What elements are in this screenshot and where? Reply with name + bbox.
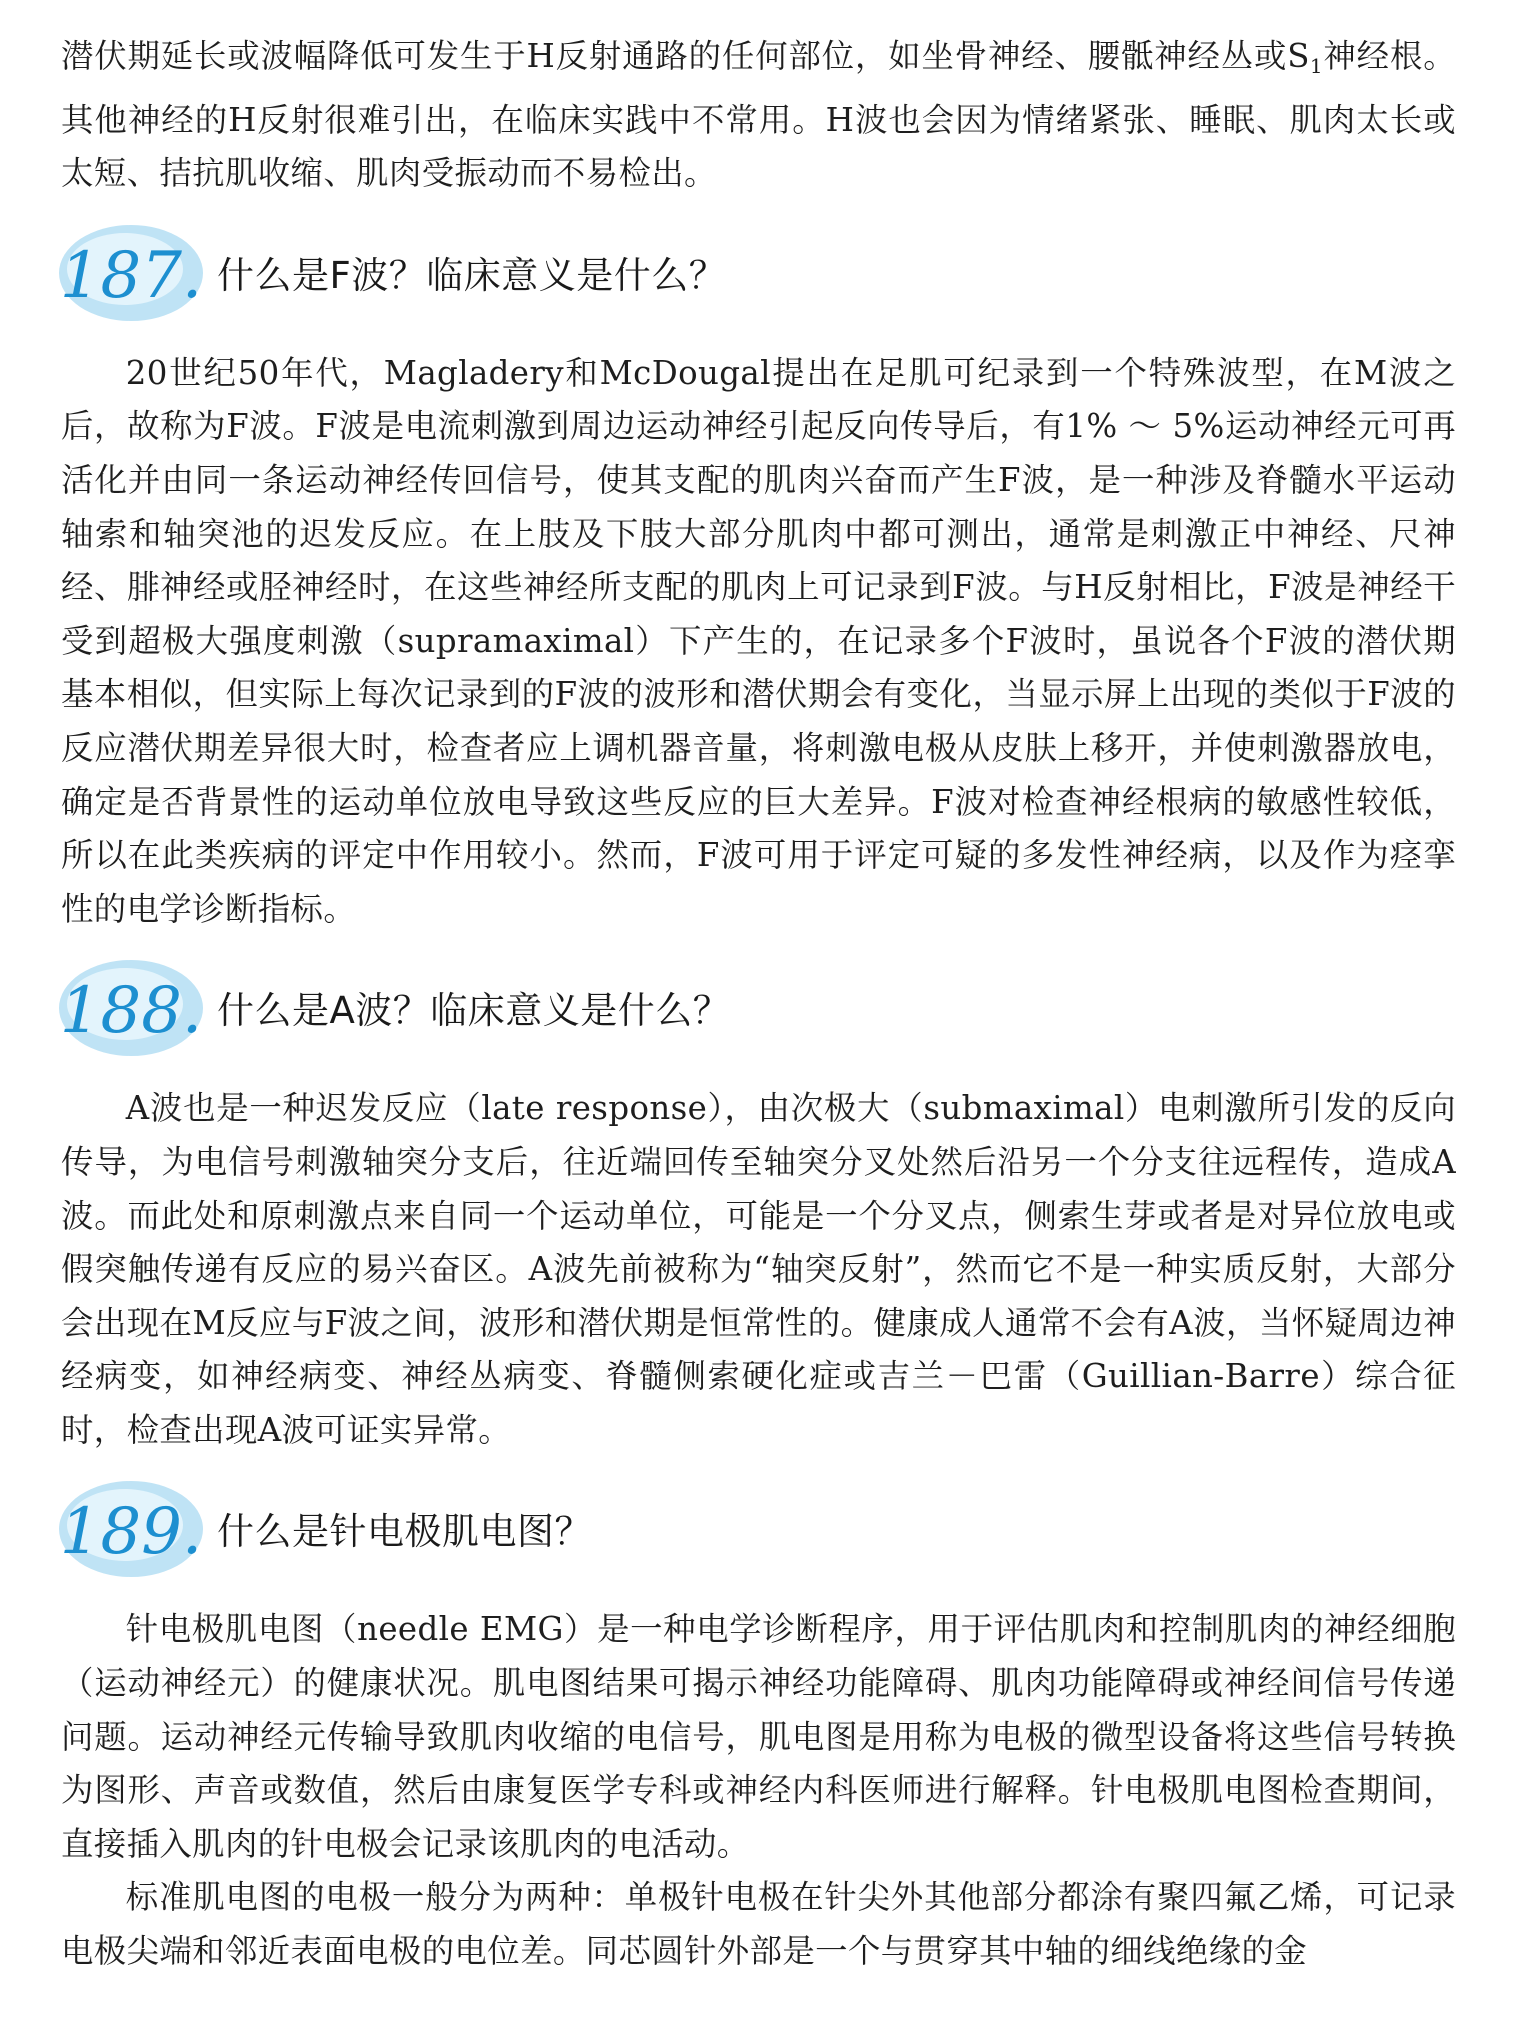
section-188-paragraph-1: A波也是一种迟发反应（late response），由次极大（submaximal）电刺激所引发的反向传导，为电信号刺激轴突分支后，往近端回传至轴突分叉处然后沿另一个分支往远程传，造成A波。而此处和原刺激点来自同一个运动单位，可能是一个分叉点，侧索生芽或者是对异位放电或假突触传递有反应的易兴奋区。A波先前被称为“轴突反射”，然而它不是一种实质反射，大部分会出现在M反应与F波之间，波形和潜伏期是恒常性的。健康成人通常不会有A波，当怀疑周边神经病变，如神经病变、神经丛病变、脊髓侧索硬化症或吉兰－巴雷（Guillian-Barre）综合征时，检查出现A波可证实异常。 [61,1089,1456,1449]
number-189: 189. [59,1495,203,1570]
section-187-paragraph-1: 20世纪50年代，Magladery和McDougal提出在足肌可纪录到一个特殊波型，在M波之后，故称为F波。F波是电流刺激到周边运动神经引起反向传导后，有1% ～ 5%运动神经元可再活化并由同一条运动神经传回信号，使其支配的肌肉兴奋而产生F波，是一种涉及脊髓水平运动轴索和轴突池的迟发反应。在上肢及下肢大部分肌肉中都可测出，通常是刺激正中神经、尺神经、腓神经或胫神经时，在这些神经所支配的肌肉上可记录到F波。与H反射相比，F波是神经干受到超极大强度刺激（supramaximal）下产生的，在记录多个F波时，虽说各个F波的潜伏期基本相似，但实际上每次记录到的F波的波形和潜伏期会有变化，当显示屏上出现的类似于F波的反应潜伏期差异很大时，检查者应上调机器音量，将刺激电极从皮肤上移开，并使刺激器放电，确定是否背景性的运动单位放电导致这些反应的巨大差异。F波对检查神经根病的敏感性较低，所以在此类疾病的评定中作用较小。然而，F波可用于评定可疑的多发性神经病，以及作为痉挛性的电学诊断指标。 [61,353,1456,928]
section-heading-187 [61,223,1456,327]
section-189-paragraph-2: 标准肌电图的电极一般分为两种：单极针电极在针尖外其他部分都涂有聚四氟乙烯，可记录电极尖端和邻近表面电极的电位差。同芯圆针外部是一个与贯穿其中轴的细线绝缘的金 [61,1878,1456,1971]
number-188: 188. [59,974,203,1049]
number-badge-189 [55,1473,207,1583]
page [61,30,1456,1979]
section-title-189: 什么是针电极肌电图？ [217,1510,592,1554]
number-badge-188 [55,952,207,1062]
section-title-188: 什么是A波？临床意义是什么？ [217,989,731,1033]
number-187: 187. [59,238,203,313]
section-title-187: 什么是F波？临床意义是什么？ [217,253,727,297]
section-heading-189 [61,1479,1456,1583]
intro-paragraph [61,30,1456,201]
intro-subscript: 1 [1309,54,1323,78]
number-badge-187 [55,217,207,327]
intro-line1: 潜伏期延长或波幅降低可发生于H反射通路的任何部位，如坐骨神经、腰骶神经丛或S [61,37,1310,75]
intro-line1-end: 神经根。其他神经的H反射很难引出，在临床实践中不常用。H波也会因为情绪紧张、睡眠、肌肉太长或太短、拮抗肌收缩、肌肉受振动而不易检出。 [61,37,1456,193]
section-heading-188 [61,958,1456,1062]
section-189-paragraph-1: 针电极肌电图（needle EMG）是一种电学诊断程序，用于评估肌肉和控制肌肉的神经细胞（运动神经元）的健康状况。肌电图结果可揭示神经功能障碍、肌肉功能障碍或神经间信号传递问题。运动神经元传输导致肌肉收缩的电信号，肌电图是用称为电极的微型设备将这些信号转换为图形、声音或数值，然后由康复医学专科或神经内科医师进行解释。针电极肌电图检查期间，直接插入肌肉的针电极会记录该肌肉的电活动。 [61,1610,1456,1863]
